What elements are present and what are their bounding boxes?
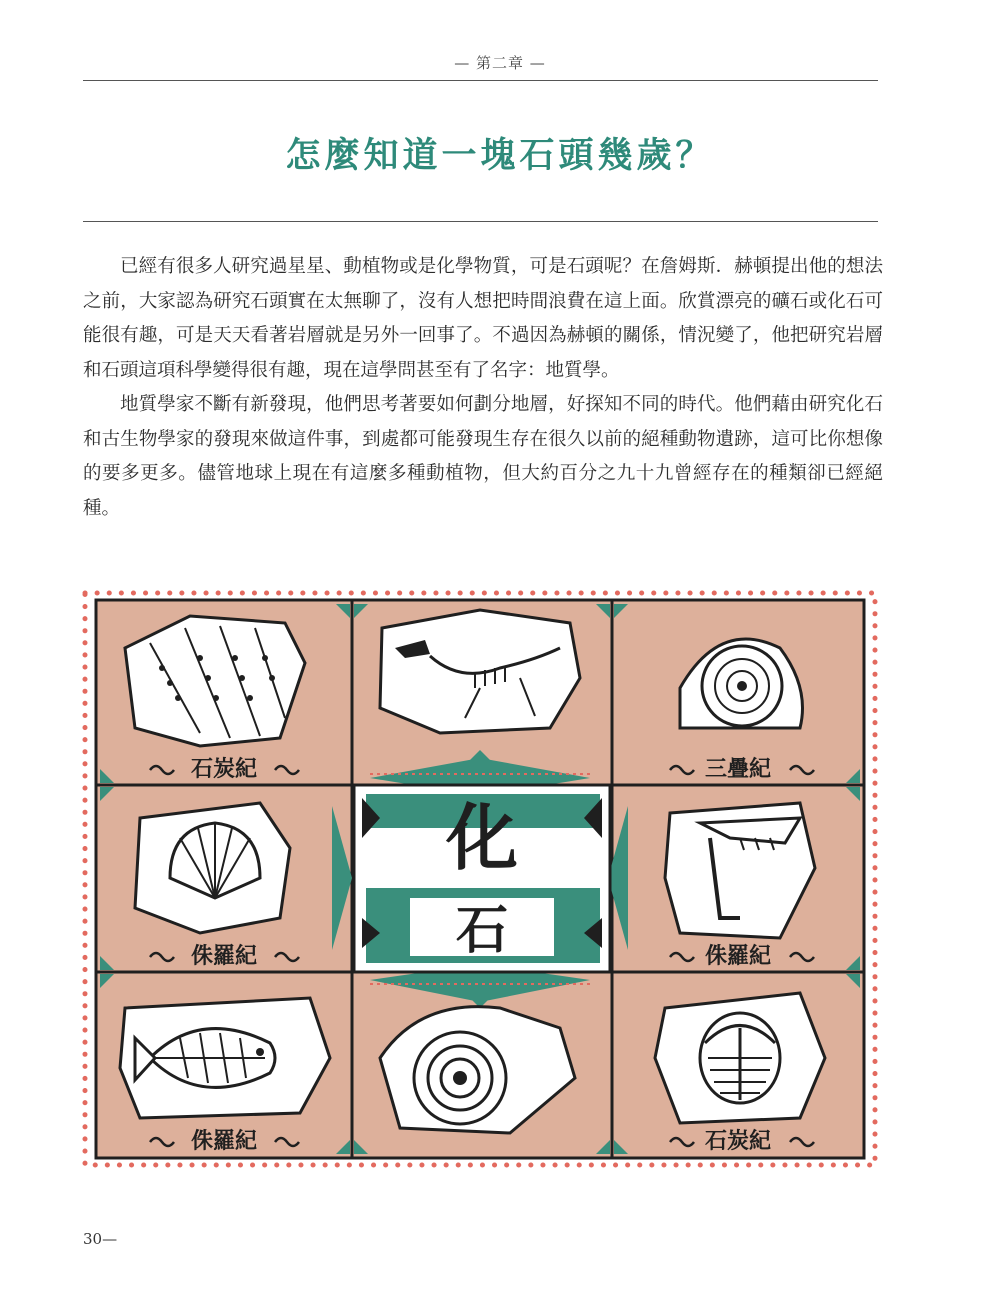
fern-leaf-fossil <box>125 616 305 746</box>
body-text <box>83 250 883 526</box>
chapter-header: — 第二章 — <box>454 54 546 72</box>
paragraph: 地質學家不斷有新發現，他們思考著要如何劃分地層，好探知不同的時代。他們藉由研究化石和古生物學家的發現來做這件事，到處都可能發現生存在很久以前的絕種動物遺跡，這可比你想像的要多更多。儘管地球上現在有這麼多種動植物，但大約百分之九十九曾經存在的種類卻已經絕種。 <box>83 394 883 519</box>
caption-panel-6: 侏羅紀 <box>190 1129 258 1154</box>
page-number: 30— <box>83 1230 118 1248</box>
trilobite-fossil <box>655 993 825 1123</box>
caption-panel-8: 石炭紀 <box>704 1129 772 1154</box>
title-divider <box>83 221 878 222</box>
fossil-illustration <box>80 588 880 1170</box>
page-title: 怎麼知道一塊石頭幾歲？ <box>285 136 715 176</box>
caption-panel-3: 三疊紀 <box>704 757 772 782</box>
center-char-2: 石 <box>455 901 509 961</box>
center-char-1: 化 <box>445 796 519 880</box>
caption-panel-5: 侏羅紀 <box>704 944 772 969</box>
caption-panel-1: 石炭紀 <box>190 757 258 782</box>
caption-panel-4: 侏羅紀 <box>190 944 258 969</box>
paragraph: 已經有很多人研究過星星、動植物或是化學物質，可是石頭呢？在詹姆斯．赫頓提出他的想法之前，大家認為研究石頭實在太無聊了，沒有人想把時間浪費在這上面。欣賞漂亮的礦石或化石可能很有趣，可是天天看著岩層就是另外一回事了。不過因為赫頓的關係，情況變了，他把研究岩層和石頭這項科學變得很有趣，現在這學問甚至有了名字：地質學。 <box>83 256 883 381</box>
center-title-tile <box>354 785 610 972</box>
fish-skeleton-fossil <box>120 998 330 1118</box>
scallop-shell-fossil <box>135 803 290 933</box>
header-divider <box>83 80 878 81</box>
dinosaur-skeleton-fossil <box>380 610 580 733</box>
